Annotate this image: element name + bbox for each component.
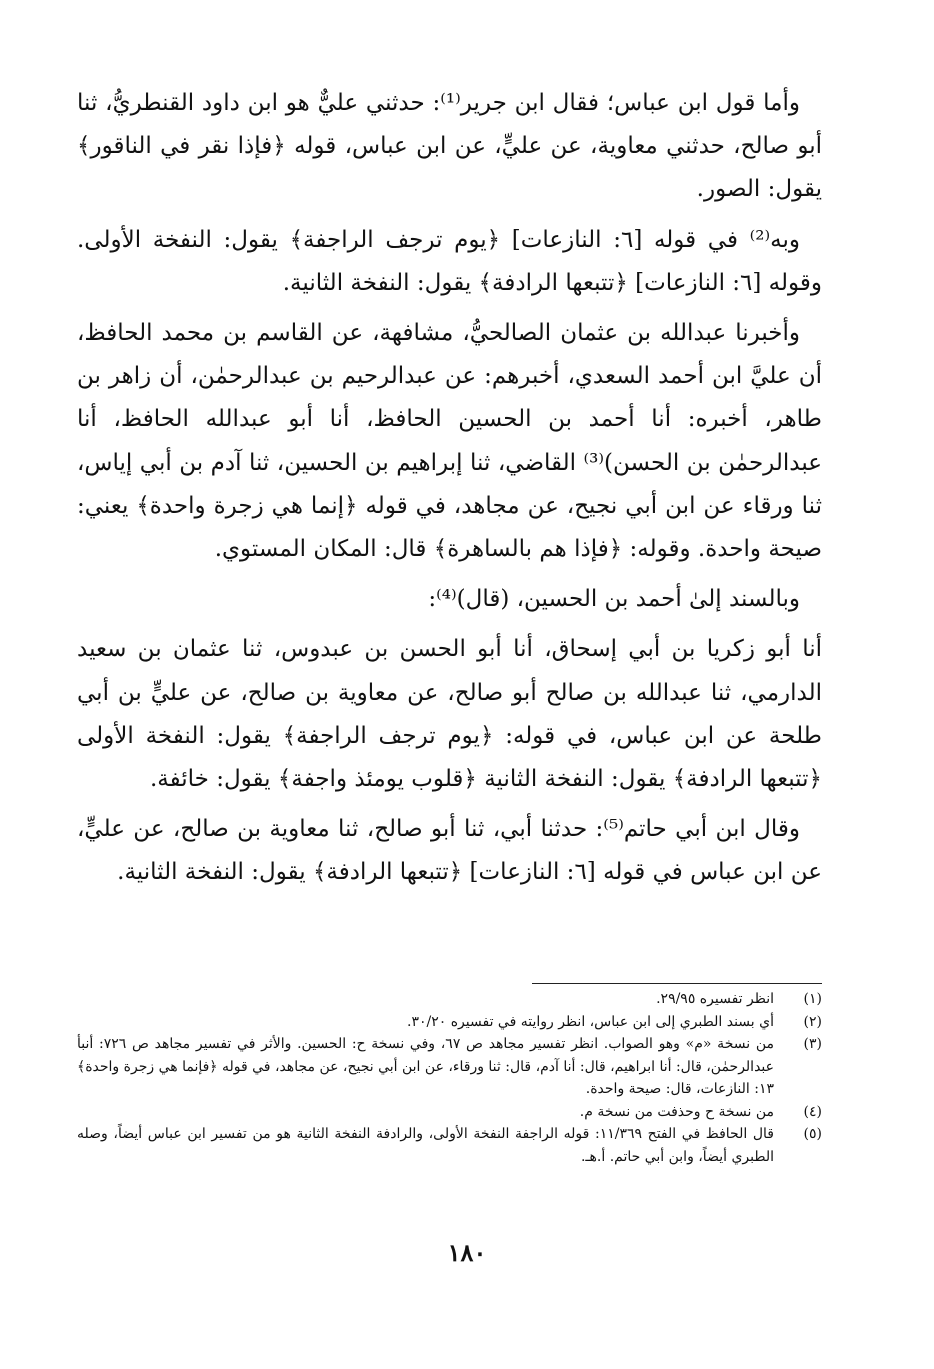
paragraph-3: وأخبرنا عبدالله بن عثمان الصالحيُّ، مشافهة، عن القاسم بن محمد الحافظ، أن عليَّ ابن أحمد السعدي، أخبرهم: عن عبدالرحيم بن عبدالرحمٰن، أن زاهر بن طاهر، أخبره: أنا أحمد بن الحسين الحافظ، أنا أبو عبدالله الحافظ، أنا عبدالرحمٰن بن الحسن)⁽³⁾ القاضي، ثنا إبراهيم بن الحسين، ثنا آدم بن أبي إياس، ثنا ورقاء عن ابن أبي نجيح، عن مجاهد، في قوله ﴿إنما هي زجرة واحدة﴾ يعني: صيحة واحدة. وقوله: ﴿فإذا هم بالساهرة﴾ قال: المكان المستوي. <box>77 320 822 563</box>
footnote-text: من نسخة ح وحذفت من نسخة م. <box>579 1103 774 1120</box>
footnote-5 <box>77 1123 822 1168</box>
footnote-number: (٥) <box>803 1126 822 1142</box>
page-number: ١٨٠ <box>447 1238 487 1267</box>
footnote-text: من نسخة «م» وهو الصواب. انظر تفسير مجاهد ص ٦٧، وفي نسخة ح: الحسين. والأثر في تفسير مجاهد ص ٧٢٦: أنبأ عبدالرحمٰن، قال: أنا ابراهيم، قال: أنا آدم، قال: ثنا ورقاء، عن ابن أبي نجيح، عن مجاهد، في قوله ﴿فإنما هي زجرة واحدة﴾ ١٣: النازعات، قال: صيحة واحدة. <box>77 1036 774 1097</box>
footnote-text: انظر تفسيره ٢٩/٩٥. <box>656 991 774 1007</box>
paragraph-6: وقال ابن أبي حاتم⁽⁵⁾: حدثنا أبي، ثنا أبو صالح، ثنا معاوية بن صالح، عن عليٍّ، عن ابن عباس في قوله [٦: النازعات] ﴿تتبعها الرادفة﴾ يقول: النفخة الثانية. <box>77 816 822 886</box>
footnote-1 <box>77 988 822 1011</box>
footnote-4 <box>77 1101 822 1124</box>
footnote-number: (٣) <box>803 1036 822 1052</box>
footnote-number: (٤) <box>803 1103 822 1120</box>
footnote-number: (٢) <box>803 1013 822 1030</box>
footnote-separator <box>532 983 822 984</box>
footnotes <box>77 988 822 1168</box>
paragraph-5: أنا أبو زكريا بن أبي إسحاق، أنا أبو الحسن بن عبدوس، ثنا عثمان بن سعيد الدارمي، ثنا عبدالله بن صالح أبو صالح، عن معاوية بن صالح، عن عليٍّ بن أبي طلحة عن ابن عباس، في قوله: ﴿يوم ترجف الراجفة﴾ يقول: النفخة الأولى ﴿تتبعها الرادفة﴾ يقول: النفخة الثانية ﴿قلوب يومئذ واجفة﴾ يقول: خائفة. <box>77 636 822 793</box>
footnote-text: قال الحافظ في الفتح ١١/٣٦٩: قوله الراجفة النفخة الأولى، والرادفة النفخة الثانية هو من تفسير ابن عباس أيضاً، وصله الطبري أيضاً، وابن أبي حاتم. أ.هـ. <box>77 1126 774 1165</box>
footnote-number: (١) <box>803 991 822 1007</box>
paragraph-1: وأما قول ابن عباس؛ فقال ابن جرير⁽¹⁾: حدثني عليٌّ هو ابن داود القنطريُّ، ثنا أبو صالح، حدثني معاوية، عن عليٍّ، عن ابن عباس، قوله ﴿فإذا نقر في الناقور﴾ يقول: الصور. <box>77 90 822 203</box>
paragraph-2: وبه⁽²⁾ في قوله [٦: النازعات] ﴿يوم ترجف الراجفة﴾ يقول: النفخة الأولى. وقوله [٦: النازعات] ﴿تتبعها الرادفة﴾ يقول: النفخة الثانية. <box>77 226 822 296</box>
footnote-text: أي بسند الطبري إلى ابن عباس، انظر روايته في تفسيره ٣٠/٢٠. <box>407 1013 774 1030</box>
main-text <box>77 82 822 895</box>
footnote-2 <box>77 1011 822 1034</box>
paragraph-4: وبالسند إلىٰ أحمد بن الحسين، (قال)⁽⁴⁾: <box>428 586 800 613</box>
footnote-3 <box>77 1033 822 1101</box>
